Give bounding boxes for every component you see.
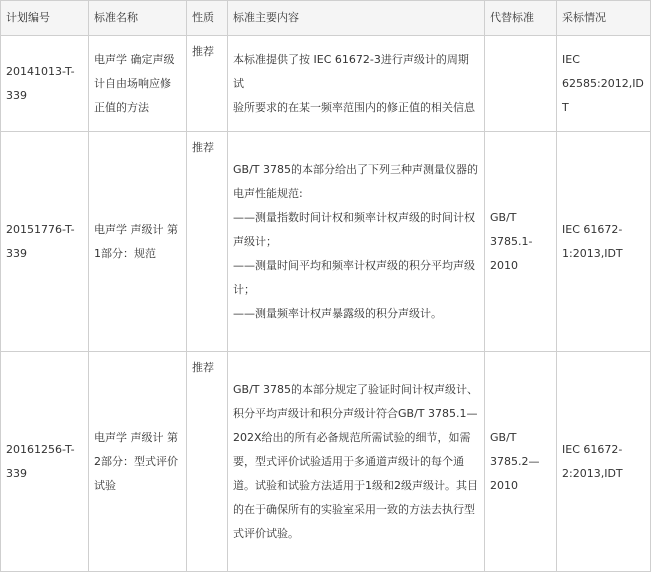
cell-line: 1部分：规范 <box>94 246 156 260</box>
cell-main-content <box>228 36 485 132</box>
cell-adoption <box>557 36 651 132</box>
cell-line: 电声学 确定声级 <box>94 52 175 66</box>
cell-line: 电声学 声级计 第 <box>94 430 178 444</box>
cell-nature: 推荐 <box>187 132 228 352</box>
cell-line: GB/T <box>490 430 517 444</box>
cell-line: 62585:2012,IDT <box>562 76 644 114</box>
cell-line: 3785.2— <box>490 454 540 468</box>
cell-line: 计自由场响应修 <box>94 76 171 90</box>
cell-replaces <box>485 36 557 132</box>
table-row <box>1 36 651 132</box>
cell-line: 339 <box>6 466 27 480</box>
cell-line: ——测量指数时间计权和频率计权声级的时间计权 <box>233 210 475 224</box>
cell-line: 正值的方法 <box>94 100 149 114</box>
cell-plan-no <box>1 132 89 352</box>
cell-line: 道。试验和试验方法适用于1级和2级声级计。其目 <box>233 478 478 492</box>
cell-line: IEC 61672- <box>562 222 623 236</box>
cell-replaces <box>485 352 557 572</box>
header-main-content: 标准主要内容 <box>228 1 485 36</box>
cell-line: IEC 61672- <box>562 442 623 456</box>
cell-line: ——测量频率计权声暴露级的积分声级计。 <box>233 306 442 320</box>
cell-line: 电声学 声级计 第 <box>94 222 178 236</box>
cell-main-content <box>228 132 485 352</box>
cell-replaces <box>485 132 557 352</box>
cell-line: 计； <box>233 282 255 296</box>
cell-nature: 推荐 <box>187 352 228 572</box>
cell-adoption <box>557 132 651 352</box>
header-adoption: 采标情况 <box>557 1 651 36</box>
cell-nature: 推荐 <box>187 36 228 132</box>
cell-line: 2部分：型式评价 <box>94 454 178 468</box>
header-nature: 性质 <box>187 1 228 36</box>
cell-standard-name <box>89 132 187 352</box>
cell-line: GB/T 3785的本部分规定了验证时间计权声级计、 <box>233 382 478 396</box>
header-standard-name: 标准名称 <box>89 1 187 36</box>
table-row <box>1 132 651 352</box>
cell-line: ——测量时间平均和频率计权声级的积分平均声级 <box>233 258 475 272</box>
cell-line: 验所要求的在某一频率范围内的修正值的相关信息 <box>233 100 475 114</box>
cell-line: 要，型式评价试验适用于多通道声级计的每个通 <box>233 454 464 468</box>
cell-line: 20161256-T- <box>6 442 75 456</box>
cell-standard-name <box>89 36 187 132</box>
cell-line: 积分平均声级计和积分声级计符合GB/T 3785.1— <box>233 406 478 420</box>
cell-line: 20141013-T- <box>6 64 75 78</box>
cell-line: 339 <box>6 88 27 102</box>
cell-standard-name <box>89 352 187 572</box>
cell-line: 20151776-T- <box>6 222 75 236</box>
cell-line: 2:2013,IDT <box>562 466 623 480</box>
cell-adoption <box>557 352 651 572</box>
header-replaces: 代替标准 <box>485 1 557 36</box>
cell-line: 声级计； <box>233 234 277 248</box>
cell-line: 式评价试验。 <box>233 526 299 540</box>
cell-line: IEC <box>562 52 580 66</box>
header-plan-no: 计划编号 <box>1 1 89 36</box>
cell-plan-no <box>1 352 89 572</box>
cell-line: 3785.1- <box>490 234 533 248</box>
table-row <box>1 352 651 572</box>
cell-line: GB/T 3785的本部分给出了下列三种声测量仪器的 <box>233 162 478 176</box>
header-row <box>1 1 651 36</box>
cell-line: 本标准提供了按 IEC 61672-3进行声级计的周期试 <box>233 52 469 90</box>
cell-main-content <box>228 352 485 572</box>
cell-line: 2010 <box>490 478 518 492</box>
cell-line: 的在于确保所有的实验室采用一致的方法去执行型 <box>233 502 475 516</box>
cell-line: 电声性能规范: <box>233 186 303 200</box>
cell-line: 339 <box>6 246 27 260</box>
cell-line: 试验 <box>94 478 116 492</box>
cell-line: 202X给出的所有必备规范所需试验的细节，如需 <box>233 430 471 444</box>
cell-plan-no <box>1 36 89 132</box>
cell-line: GB/T <box>490 210 517 224</box>
cell-line: 2010 <box>490 258 518 272</box>
cell-line: 1:2013,IDT <box>562 246 623 260</box>
